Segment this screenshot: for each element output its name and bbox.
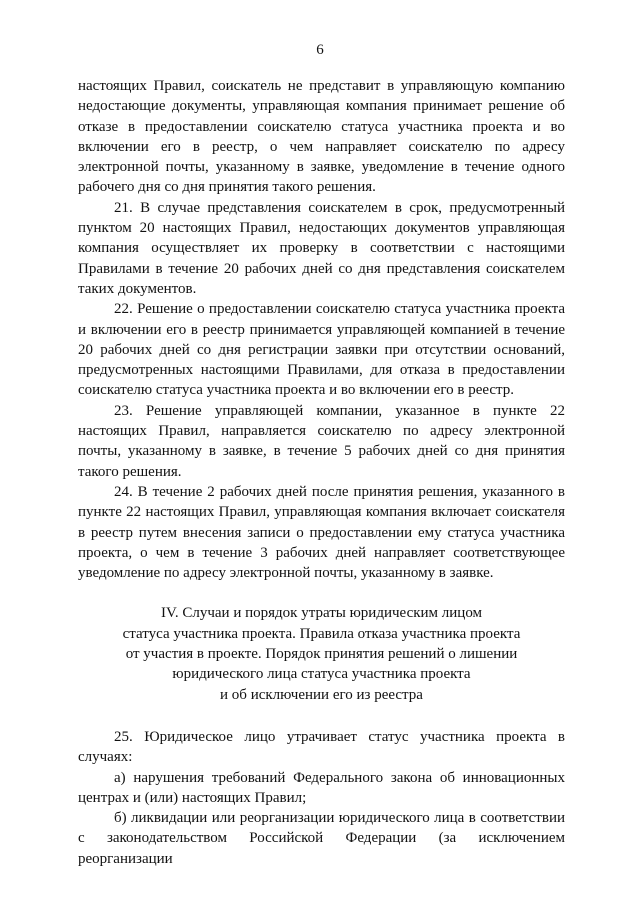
paragraph-21: 21. В случае представления соискателем в срок, предусмотренный пунктом 20 настоящих Правил, недостающих документов управляющая компания осуществляет их проверку в соответствии с настоящими Правилами в течение 20 рабочих дней со дня представления соискателем таких документов. [78,199,565,297]
section-heading-line: и об исключении его из реестра [220,686,423,703]
section-heading-line: IV. Случаи и порядок утраты юридическим лицом [160,605,483,622]
paragraph-23: 23. Решение управляющей компании, указанное в пункте 22 настоящих Правил, направляется соискателю по адресу электронной почты, указанному в заявке, в течение 5 рабочих дней со дня принятия такого решения. [78,402,565,480]
paragraph-25: 25. Юридическое лицо утрачивает статус участника проекта в случаях: [78,728,565,766]
section-heading [78,603,565,704]
section-heading-line: от участия в проекте. Порядок принятия решений о лишении [125,646,518,663]
section-heading-line: юридического лица статуса участника проекта [172,666,471,683]
paragraph-24: 24. В течение 2 рабочих дней после принятия решения, указанного в пункте 22 настоящих Правил, управляющая компания включает соискателя в реестр путем внесения записи о предоставлении ему статуса участника проекта, о чем в течение 3 рабочих дней направляет соответствующее уведомление по адресу электронной почты, указанному в заявке. [78,483,565,582]
paragraph-25-item-b: б) ликвидации или реорганизации юридического лица в соответствии с законодательством Российской Федерации (за исключением реорганизации [78,810,565,867]
paragraph-25-item-a: а) нарушения требований Федерального закона об инновационных центрах и (или) настоящих Правил; [78,769,565,806]
paragraph-22: 22. Решение о предоставлении соискателю статуса участника проекта и включении его в реестр принимается управляющей компанией в течение 20 рабочих дней со дня регистрации заявки при отсутствии оснований, предусмотренных настоящими Правилами, для отказа в предоставлении соискателю статуса участника проекта и во включении его в реестр. [78,301,565,399]
page-number: 6 [316,42,324,58]
paragraph-20-continuation: настоящих Правил, соискатель не представит в управляющую компанию недостающие документы, управляющая компания принимает решение об отказе в предоставлении соискателю статуса участника проекта и во включении его в реестр, о чем направляет соискателю по адресу электронной почты, указанному в заявке, уведомление в течение одного рабочего дня со дня принятия такого решения. [78,78,565,196]
section-heading-line: статуса участника проекта. Правила отказа участника проекта [122,625,521,642]
document-body [78,76,565,869]
